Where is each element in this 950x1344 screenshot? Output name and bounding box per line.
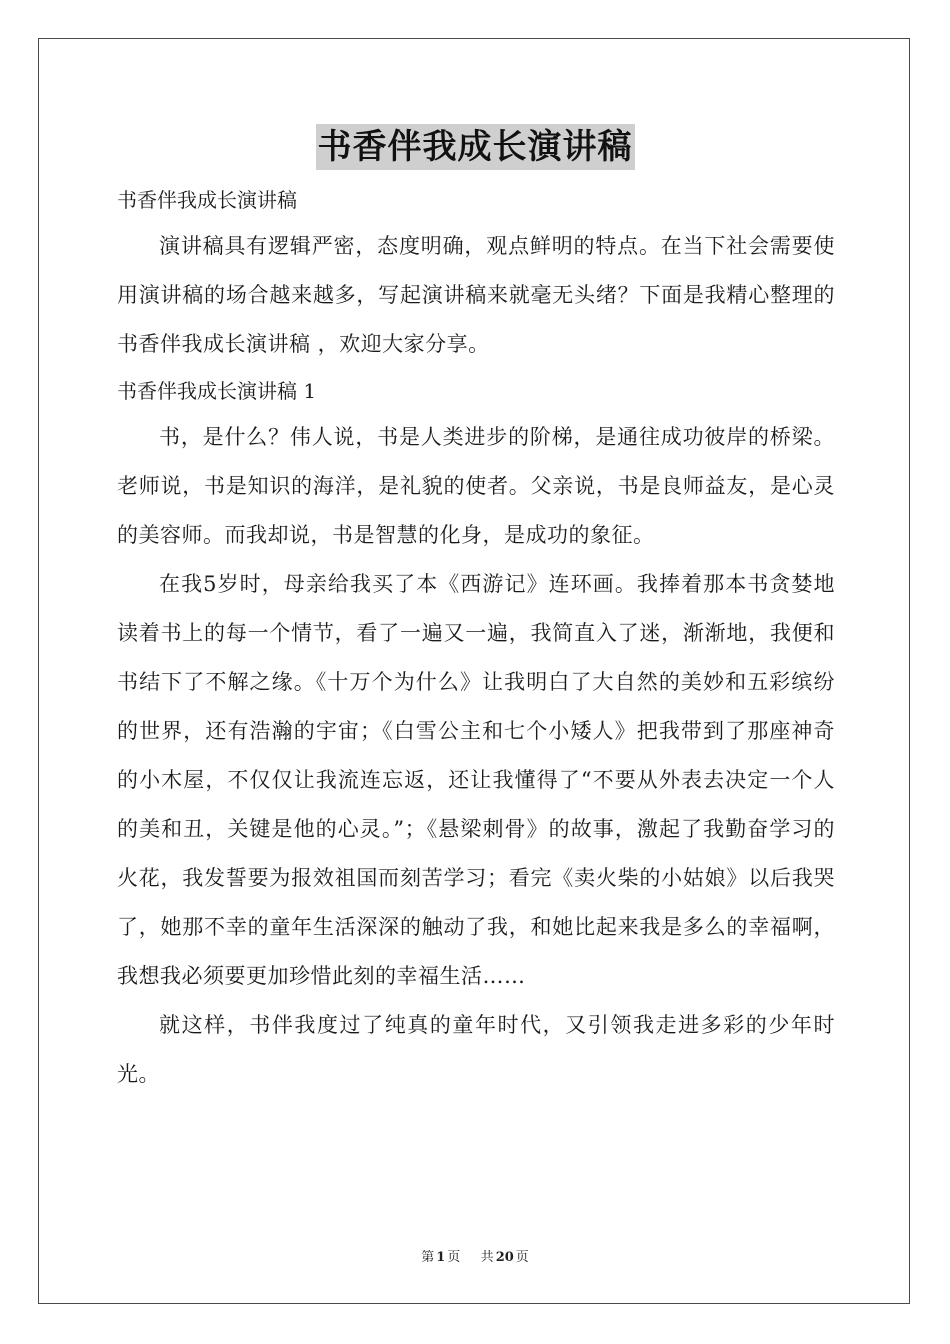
title-container <box>0 124 950 170</box>
page-total <box>479 1250 531 1265</box>
document-title: 书香伴我成长演讲稿 <box>316 124 635 170</box>
document-body <box>117 178 835 1099</box>
intro-paragraph: 演讲稿具有逻辑严密，态度明确，观点鲜明的特点。在当下社会需要使用演讲稿的场合越来越多，写起演讲稿来就毫无头绪？下面是我精心整理的书香伴我成长演讲稿 ，欢迎大家分享。 <box>117 234 835 356</box>
total-suffix: 页 <box>515 1250 529 1265</box>
total-count: 20 <box>495 1250 514 1265</box>
page-current: 1 <box>436 1250 446 1265</box>
subtitle: 书香伴我成长演讲稿 <box>117 188 297 212</box>
section-heading: 书香伴我成长演讲稿 1 <box>117 379 317 403</box>
page-number <box>419 1250 462 1265</box>
page-prefix: 第 <box>421 1250 435 1265</box>
page-suffix: 页 <box>447 1250 461 1265</box>
page-footer <box>0 1246 950 1265</box>
body-paragraph: 在我5岁时，母亲给我买了本《西游记》连环画。我捧着那本书贪婪地读着书上的每一个情节，看了一遍又一遍，我简直入了迷，渐渐地，我便和书结下了不解之缘。《十万个为什么》让我明白了大自然的美妙和五彩缤纷的世界，还有浩瀚的宇宙；《白雪公主和七个小矮人》把我带到了那座神奇的小木屋，不仅仅让我流连忘返，还让我懂得了“不要从外表去决定一个人的美和丑，关键是他的心灵。”；《悬梁刺骨》的故事，激起了我勤奋学习的火花，我发誓要为报效祖国而刻苦学习；看完《卖火柴的小姑娘》以后我哭了，她那不幸的童年生活深深的触动了我，和她比起来我是多么的幸福啊，我想我必须要更加珍惜此刻的幸福生活…… <box>117 572 835 988</box>
total-prefix: 共 <box>480 1250 494 1265</box>
body-paragraph: 就这样，书伴我度过了纯真的童年时代，又引领我走进多彩的少年时光。 <box>117 1013 835 1086</box>
body-paragraph: 书，是什么？伟人说，书是人类进步的阶梯，是通往成功彼岸的桥梁。老师说，书是知识的海洋，是礼貌的使者。父亲说，书是良师益友，是心灵的美容师。而我却说，书是智慧的化身，是成功的象征。 <box>117 425 835 547</box>
